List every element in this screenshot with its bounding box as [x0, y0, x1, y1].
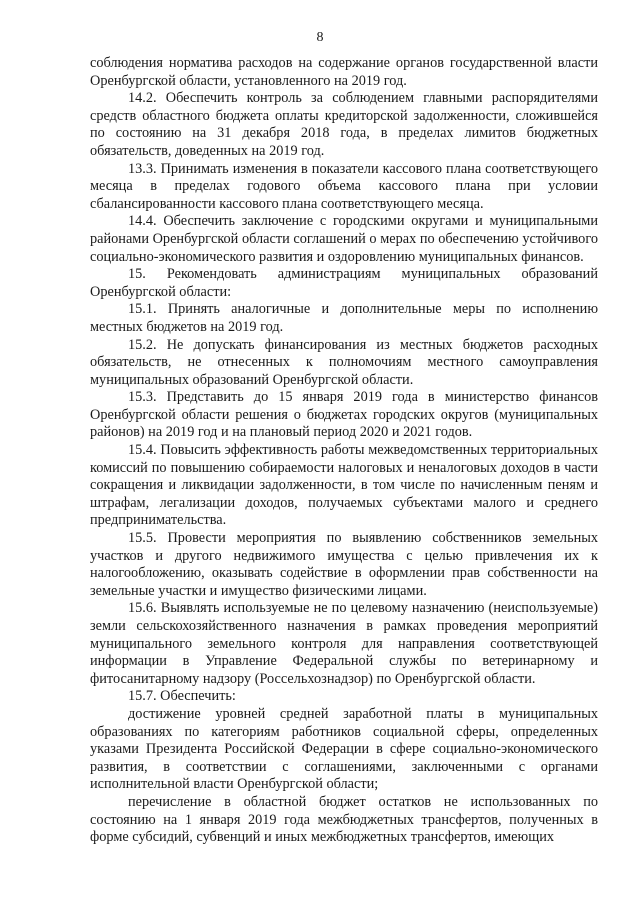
- paragraph-14-2: 14.2. Обеспечить контроль за соблюдением главными распорядителями средств областного бюджета оплаты кредиторской задолженности, сложившейся по состоянию на 31 декабря 2018 года, в пределах лимитов бюджетных обязательств, доведенных на 2019 год.: [90, 90, 598, 159]
- page-number: 8: [316, 30, 324, 45]
- paragraph-15: 15. Рекомендовать администрациям муниципальных образований Оренбургской области:: [90, 266, 598, 300]
- paragraph-15-7: 15.7. Обеспечить:: [128, 688, 236, 705]
- paragraph-15-3: 15.3. Представить до 15 января 2019 года в министерство финансов Оренбургской области решения о бюджетах городских округов (муниципальных районов) на 2019 год и на плановый период 2020 и 2021 годов.: [90, 389, 598, 441]
- document-body: [90, 55, 598, 847]
- paragraph-15-1: 15.1. Принять аналогичные и дополнительные меры по исполнению местных бюджетов на 2019 год.: [90, 301, 598, 335]
- paragraph-15-2: 15.2. Не допускать финансирования из местных бюджетов расходных обязательств, не отнесенных к полномочиям местного самоуправления муниципальных образований Оренбургской области.: [90, 336, 598, 388]
- paragraph-continuation: соблюдения норматива расходов на содержание органов государственной власти Оренбургской области, установленного на 2019 год.: [90, 55, 598, 89]
- paragraph-15-5: 15.5. Провести мероприятия по выявлению собственников земельных участков и другого недвижимого имущества с целью привлечения их к налогообложению, оказывать содействие в оформлении прав собственности на земельные участки и имущество физическими лицами.: [90, 530, 598, 599]
- paragraph-15-7-item-2: перечисление в областной бюджет остатков не использованных по состоянию на 1 января 2019 года межбюджетных трансфертов, полученных в форме субсидий, субвенций и иных межбюджетных трансфертов, имеющих: [90, 793, 598, 846]
- paragraph-15-7-item-1: достижение уровней средней заработной платы в муниципальных образованиях по категориям работников социальной сферы, определенных указами Президента Российской Федерации в сфере социально-экономического развития, в соответствии с соглашениями, заключенными с органами исполнительной власти Оренбургской области;: [90, 705, 598, 793]
- paragraph-15-6: 15.6. Выявлять используемые не по целевому назначению (неиспользуемые) земли сельскохозяйственного назначения в рамках проведения мероприятий муниципального земельного контроля для направления соответствующей информации в Управление Федеральной службы по ветеринарному и фитосанитарному надзору (Россельхознадзор) по Оренбургской области.: [90, 600, 598, 687]
- paragraph-15-4: 15.4. Повысить эффективность работы межведомственных территориальных комиссий по повышению собираемости налоговых и неналоговых доходов в части сокращения и ликвидации задолженности, в том числе по начисленным пеням и штрафам, легализации доходов, получаемых субъектами малого и среднего предпринимательства.: [90, 442, 598, 529]
- paragraph-14-4: 14.4. Обеспечить заключение с городскими округами и муниципальными районами Оренбургской области соглашений о мерах по обеспечению устойчивого социально-экономического развития и оздоровлению муниципальных финансов.: [90, 213, 598, 265]
- paragraph-13-3: 13.3. Принимать изменения в показатели кассового плана соответствующего месяца в пределах годового объема кассового плана при условии сбалансированности кассового плана соответствующего месяца.: [90, 160, 598, 212]
